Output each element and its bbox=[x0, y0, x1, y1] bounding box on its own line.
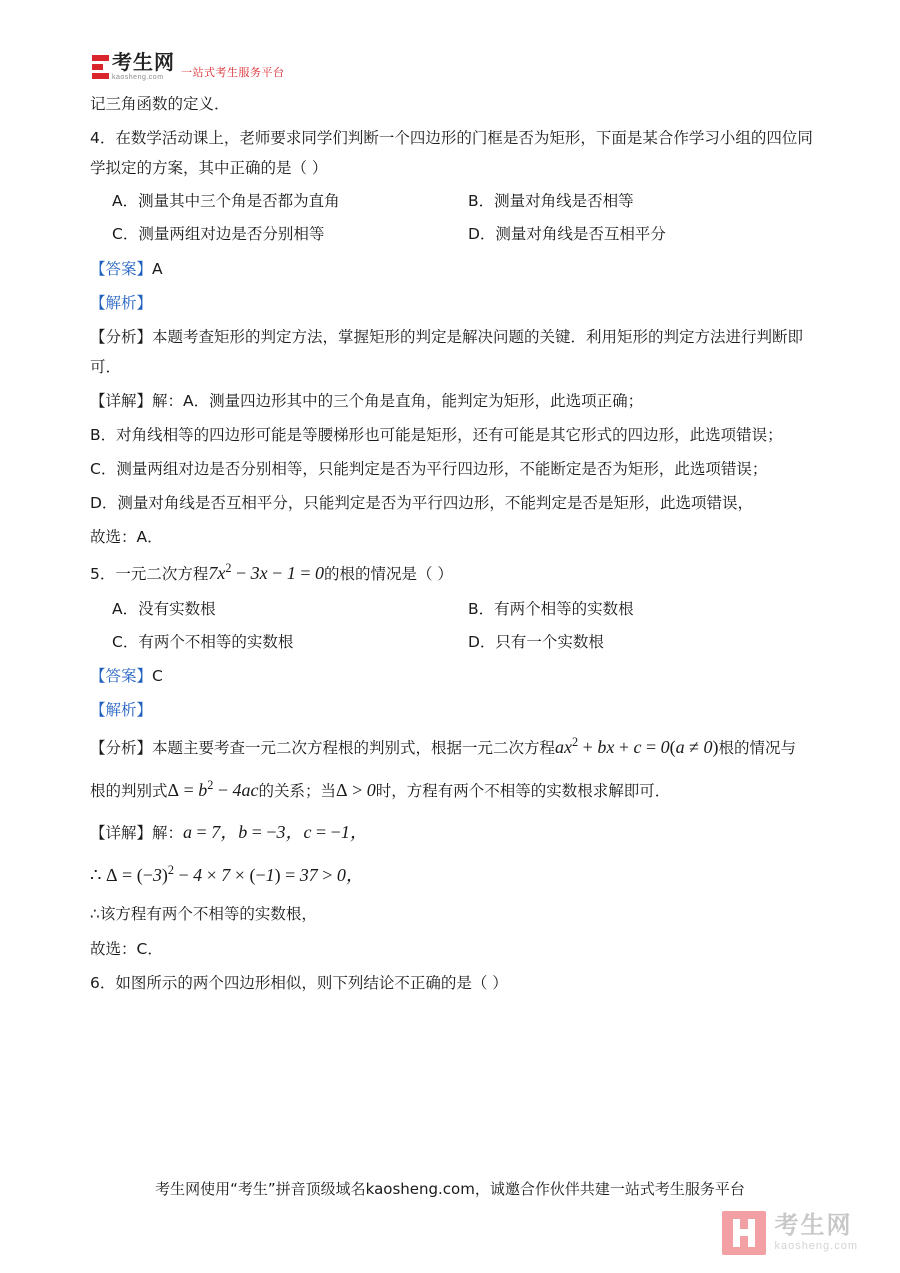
question-4-fenxi bbox=[90, 325, 820, 349]
question-5-equation: $7x^2 - 3x - 1 = 0$ bbox=[208, 560, 324, 583]
logo-domain: kaosheng.com bbox=[112, 74, 164, 81]
watermark-title: 考生网 bbox=[774, 1211, 853, 1240]
page-footer: 考生网使用“考生”拼音顶级域名kaosheng.com，诚邀合作伙伴共建一站式考生服务平台 bbox=[155, 1180, 745, 1198]
question-5-stem bbox=[90, 559, 820, 588]
watermark-logo-icon bbox=[722, 1211, 766, 1255]
fenxi-label: 【分析】 bbox=[90, 739, 153, 758]
answer-label: 【答案】 bbox=[90, 259, 153, 278]
question-5-xiangjie bbox=[90, 817, 820, 848]
option-b[interactable]: B．测量对角线是否相等 bbox=[468, 192, 634, 211]
fenxi-text: 本题考查矩形的判定方法，掌握矩形的判定是解决问题的关键．利用矩形的判定方法进行判断即 bbox=[152, 327, 804, 346]
xiangjie-line-4: D．测量对角线是否互相平分，只能判定是否为平行四边形，不能判定是否是矩形，此选项错误， bbox=[90, 493, 753, 512]
logo-title: 考生网 bbox=[112, 50, 175, 74]
option-a[interactable]: A．测量其中三个角是否都为直角 bbox=[112, 192, 340, 211]
answer-label: 【答案】 bbox=[90, 667, 153, 686]
question-5-options-row-1 bbox=[90, 598, 820, 621]
document-body bbox=[90, 92, 820, 1005]
fenxi-text-4: 的关系；当 bbox=[258, 781, 337, 800]
site-logo bbox=[92, 52, 285, 81]
question-4-stem: 4．在数学活动课上，老师要求同学们判断一个四边形的门框是否为矩形，下面是某合作学习小组的四位同 bbox=[90, 129, 813, 148]
question-5-xiangjie-line-4: 故选：C． bbox=[90, 939, 163, 958]
watermark-domain: kaosheng.com bbox=[774, 1240, 858, 1253]
question-5-xiangjie-line-3: ∴该方程有两个不相等的实数根， bbox=[90, 905, 317, 924]
logo-icon bbox=[92, 52, 175, 81]
question-4-analysis-label bbox=[90, 291, 820, 315]
analysis-label: 【解析】 bbox=[90, 293, 153, 312]
option-d[interactable]: D．只有一个实数根 bbox=[468, 632, 604, 651]
xiangjie-line-1: 解：A．测量四边形其中的三个角是直角，能判定为矩形，此选项正确； bbox=[152, 391, 644, 410]
question-5-fenxi bbox=[90, 732, 820, 763]
option-b[interactable]: B．有两个相等的实数根 bbox=[468, 599, 634, 618]
answer-value: A bbox=[152, 259, 163, 278]
footer-watermark bbox=[722, 1211, 858, 1255]
xiangjie-label: 【详解】 bbox=[90, 391, 153, 410]
option-c[interactable]: C．测量两组对边是否分别相等 bbox=[112, 225, 325, 244]
option-c[interactable]: C．有两个不相等的实数根 bbox=[112, 632, 294, 651]
question-4-stem-cont: 学拟定的方案，其中正确的是（ ） bbox=[90, 159, 328, 178]
question-4-options-row-2 bbox=[90, 223, 820, 246]
question-4-xiangjie bbox=[90, 389, 820, 413]
question-4-answer bbox=[90, 257, 820, 281]
option-a[interactable]: A．没有实数根 bbox=[112, 599, 216, 618]
question-5-stem-prefix: 5．一元二次方程 bbox=[90, 564, 209, 583]
analysis-label: 【解析】 bbox=[90, 701, 153, 720]
question-5-analysis-label bbox=[90, 698, 820, 722]
xiangjie-prefix: 解： bbox=[152, 824, 184, 843]
option-d[interactable]: D．测量对角线是否互相平分 bbox=[468, 225, 666, 244]
fenxi-equation-3: Δ > 0 bbox=[336, 779, 376, 800]
question-5-xiangjie-eq2 bbox=[90, 860, 820, 891]
fenxi-text-3: 根的判别式 bbox=[90, 781, 168, 800]
question-4-options-row-1 bbox=[90, 190, 820, 213]
xiangjie-equation-1: a = 7，b = −3，c = −1， bbox=[183, 822, 368, 843]
fenxi-equation-2: $\Delta = b^2 - 4ac$ bbox=[167, 777, 259, 800]
fenxi-equation-1: $ax^2$ + bx + c = 0(a ≠ 0) bbox=[555, 735, 719, 758]
carryover-text: 记三角函数的定义． bbox=[90, 95, 230, 113]
xiangjie-label: 【详解】 bbox=[90, 824, 153, 843]
logo-slogan: 一站式考生服务平台 bbox=[181, 66, 285, 79]
xiangjie-line-5: 故选：A． bbox=[90, 527, 163, 546]
answer-value: C bbox=[152, 667, 163, 686]
question-5-answer bbox=[90, 664, 820, 688]
fenxi-label: 【分析】 bbox=[90, 327, 153, 346]
question-4-fenxi-cont: 可． bbox=[90, 357, 122, 376]
question-5-fenxi-cont bbox=[90, 775, 820, 806]
logo-bars-icon bbox=[92, 55, 109, 79]
xiangjie-equation-2: ∴ $\Delta = (-3)^2 - 4 \times 7 \times (-1) = 37 > 0$， bbox=[90, 862, 364, 885]
fenxi-text-1: 本题主要考查一元二次方程根的判别式，根据一元二次方程 bbox=[152, 739, 556, 758]
question-5-stem-suffix: 的根的情况是（ ） bbox=[323, 564, 453, 583]
question-5-options-row-2 bbox=[90, 631, 820, 654]
question-6-stem: 6．如图所示的两个四边形相似，则下列结论不正确的是（ ） bbox=[90, 973, 508, 992]
fenxi-text-5: 时，方程有两个不相等的实数根求解即可． bbox=[375, 781, 671, 800]
xiangjie-line-2: B．对角线相等的四边形可能是等腰梯形也可能是矩形，还有可能是其它形式的四边形，此选项错误； bbox=[90, 425, 783, 444]
fenxi-text-2: 根的情况与 bbox=[718, 739, 797, 758]
xiangjie-line-3: C．测量两组对边是否分别相等，只能判定是否为平行四边形，不能断定是否为矩形，此选项错误； bbox=[90, 459, 768, 478]
